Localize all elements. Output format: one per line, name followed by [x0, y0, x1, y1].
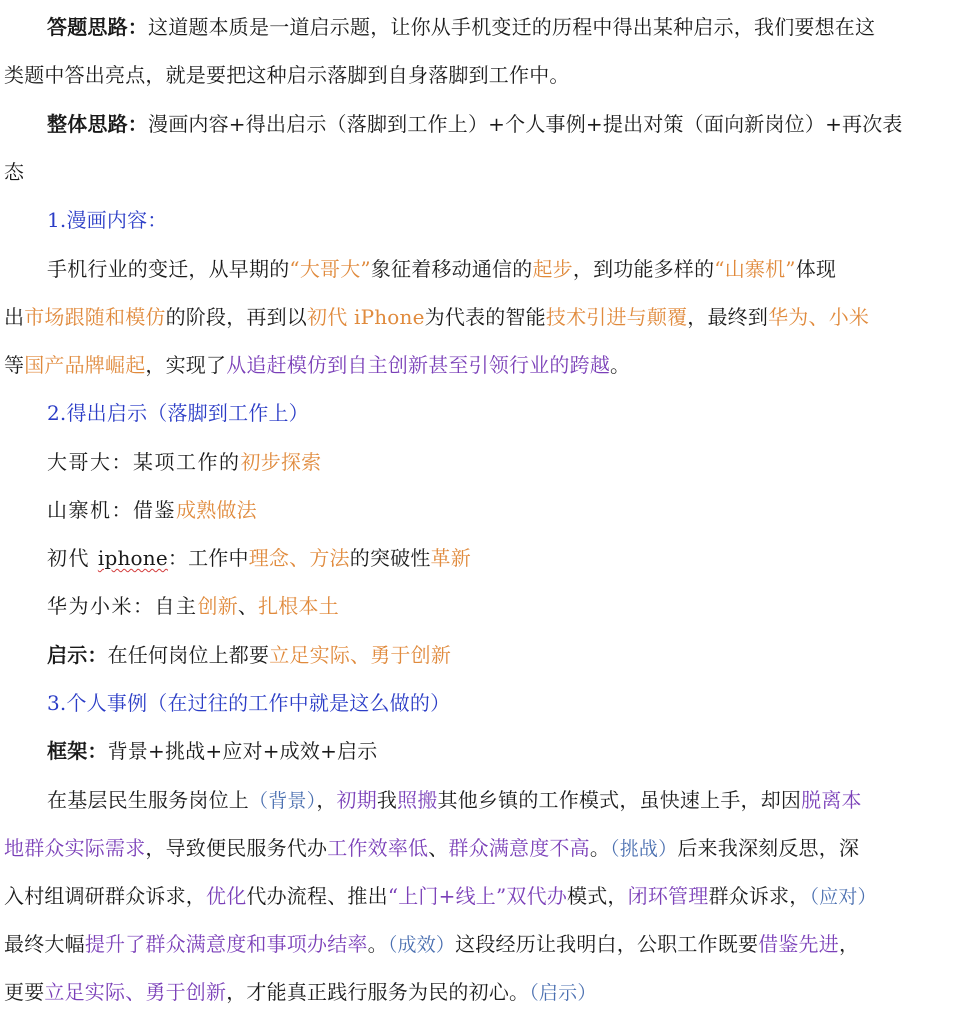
text-run: 其他乡镇的工作模式，虽快速上手，却因: [437, 788, 802, 812]
highlight-dageda: “大哥大”: [289, 257, 371, 281]
highlight-explore: 初步探索: [240, 450, 322, 474]
text-run: 华为小米：自主: [47, 594, 198, 618]
answer-approach-label: 答题思路：: [47, 15, 148, 39]
text-run: 、: [237, 594, 259, 618]
text-run: 更要: [4, 980, 45, 1004]
spellcheck-word-iphone: iphone: [97, 546, 168, 570]
highlight-learn: 借鉴先进: [758, 932, 839, 956]
conclusion-label: 启示：: [47, 643, 108, 667]
note-background: （背景）: [249, 790, 317, 812]
text-run: 入村组调研群众诉求，: [4, 884, 206, 908]
text-run: 在任何岗位上都要: [107, 643, 270, 667]
highlight-satisfaction: 群众满意度不高: [448, 836, 590, 860]
framework-line: [47, 737, 377, 765]
text-run: 。: [589, 836, 611, 860]
overall-approach-text: 漫画内容+得出启示（落脚到工作上）+个人事例+提出对策（面向新岗位）+再次表: [148, 112, 903, 136]
inspiration-item-3: [47, 544, 471, 572]
text-run: ，: [838, 932, 860, 956]
highlight-concept: 理念、方法: [248, 546, 350, 570]
section-1-heading: 1.漫画内容：: [47, 208, 168, 232]
framework-label: 框架：: [47, 739, 108, 763]
section-3-heading: 3.个人事例（在过往的工作中就是这么做的）: [47, 691, 451, 715]
example-line-5: [4, 978, 597, 1007]
framework-text: 背景+挑战+应对+成效+启示: [107, 739, 378, 763]
highlight-huawei-xiaomi: 华为、小米: [768, 305, 870, 329]
overall-approach-text-cont: 态: [4, 160, 25, 184]
text-run: ，才能真正践行服务为民的初心。: [226, 980, 530, 1004]
highlight-dual-service: “上门+线上”双代办: [387, 884, 568, 908]
text-run: 的突破性: [349, 546, 431, 570]
note-inspiration: （启示）: [529, 982, 597, 1004]
highlight-qibu: 起步: [532, 257, 573, 281]
highlight-innovation: 革新: [430, 546, 471, 570]
text-run: 模式，: [567, 884, 628, 908]
text-run: 的阶段，再到以: [165, 305, 308, 329]
text-run: 。: [367, 932, 388, 956]
text-run: 大哥大：某项工作的: [47, 450, 241, 474]
comic-content-line-1: [47, 255, 836, 283]
example-line-4: [4, 930, 859, 959]
answer-approach-text: 这道题本质是一道启示题，让你从手机变迁的历程中得出某种启示，我们要想在这: [148, 15, 876, 39]
text-run: 在基层民生服务岗位上: [47, 788, 249, 812]
highlight-conclusion: 立足实际、勇于创新: [269, 643, 452, 667]
highlight-shanzhaiji: “山寨机”: [714, 257, 796, 281]
text-run: 手机行业的变迁，从早期的: [47, 257, 290, 281]
text-run: 体现: [795, 257, 837, 281]
highlight-copy: 照搬: [397, 788, 438, 812]
text-run: 最终大幅: [4, 932, 85, 956]
text-run: ，: [316, 788, 337, 812]
text-run: 、: [428, 836, 449, 860]
highlight-needs: 地群众实际需求: [4, 836, 146, 860]
overall-approach-line-1: [47, 110, 903, 138]
highlight-leap: 从追赶模仿到自主创新甚至引领行业的跨越: [226, 353, 611, 377]
text-run: 群众诉求，: [708, 884, 810, 908]
highlight-efficiency: 工作效率低: [327, 836, 429, 860]
note-result: （成效）: [387, 934, 456, 956]
text-run: 。: [610, 353, 631, 377]
example-line-1: [47, 786, 862, 815]
note-response: （应对）: [809, 886, 877, 908]
highlight-improve: 提升了群众满意度和事项办结率: [84, 932, 368, 956]
text-run: 出: [4, 305, 25, 329]
example-line-2: [4, 834, 859, 863]
highlight-closed-loop: 闭环管理: [627, 884, 709, 908]
example-line-3: [4, 882, 877, 911]
text-run: 象征着移动通信的: [370, 257, 533, 281]
text-run: ，到功能多样的: [572, 257, 715, 281]
highlight-create: 创新: [197, 594, 238, 618]
answer-approach-line-2: [4, 61, 570, 89]
answer-approach-text-cont: 类题中答出亮点，就是要把这种启示落脚到自身落脚到工作中。: [4, 63, 570, 87]
overall-approach-line-2: [4, 158, 24, 186]
note-challenge: （挑战）: [610, 838, 678, 860]
text-run: 山寨机：借鉴: [47, 498, 176, 522]
highlight-local: 扎根本土: [258, 594, 339, 618]
inspiration-item-1: [47, 448, 321, 476]
answer-approach-line-1: [47, 13, 875, 41]
inspiration-conclusion: [47, 641, 451, 669]
comic-content-line-2: [4, 303, 869, 331]
comic-content-line-3: [4, 351, 630, 379]
highlight-domestic: 国产品牌崛起: [24, 353, 146, 377]
highlight-detached: 脱离本: [801, 788, 862, 812]
highlight-practical: 立足实际、勇于创新: [44, 980, 227, 1004]
text-run: 我: [376, 788, 398, 812]
inspiration-item-2: [47, 496, 257, 524]
text-run: 为代表的智能: [424, 305, 546, 329]
text-run: 等: [4, 353, 25, 377]
text-run: 这段经历让我明白，公职工作既要: [455, 932, 759, 956]
text-run: 代办流程、推出: [246, 884, 388, 908]
text-run: ，实现了: [145, 353, 227, 377]
text-run: ，导致便民服务代办: [145, 836, 328, 860]
text-run: ，最终到: [687, 305, 769, 329]
inspiration-item-4: [47, 592, 339, 620]
text-run: ：工作中: [167, 546, 249, 570]
overall-approach-label: 整体思路：: [47, 112, 148, 136]
highlight-iphone: 初代 iPhone: [307, 305, 425, 329]
highlight-initial: 初期: [336, 788, 377, 812]
text-run: 初代: [47, 546, 98, 570]
highlight-optimize: 优化: [206, 884, 247, 908]
highlight-market: 市场跟随和模仿: [24, 305, 166, 329]
section-2-heading: 2.得出启示（落脚到工作上）: [47, 401, 309, 425]
highlight-mature: 成熟做法: [176, 498, 257, 522]
text-run: 后来我深刻反思，深: [677, 836, 860, 860]
highlight-tech: 技术引进与颠覆: [545, 305, 688, 329]
